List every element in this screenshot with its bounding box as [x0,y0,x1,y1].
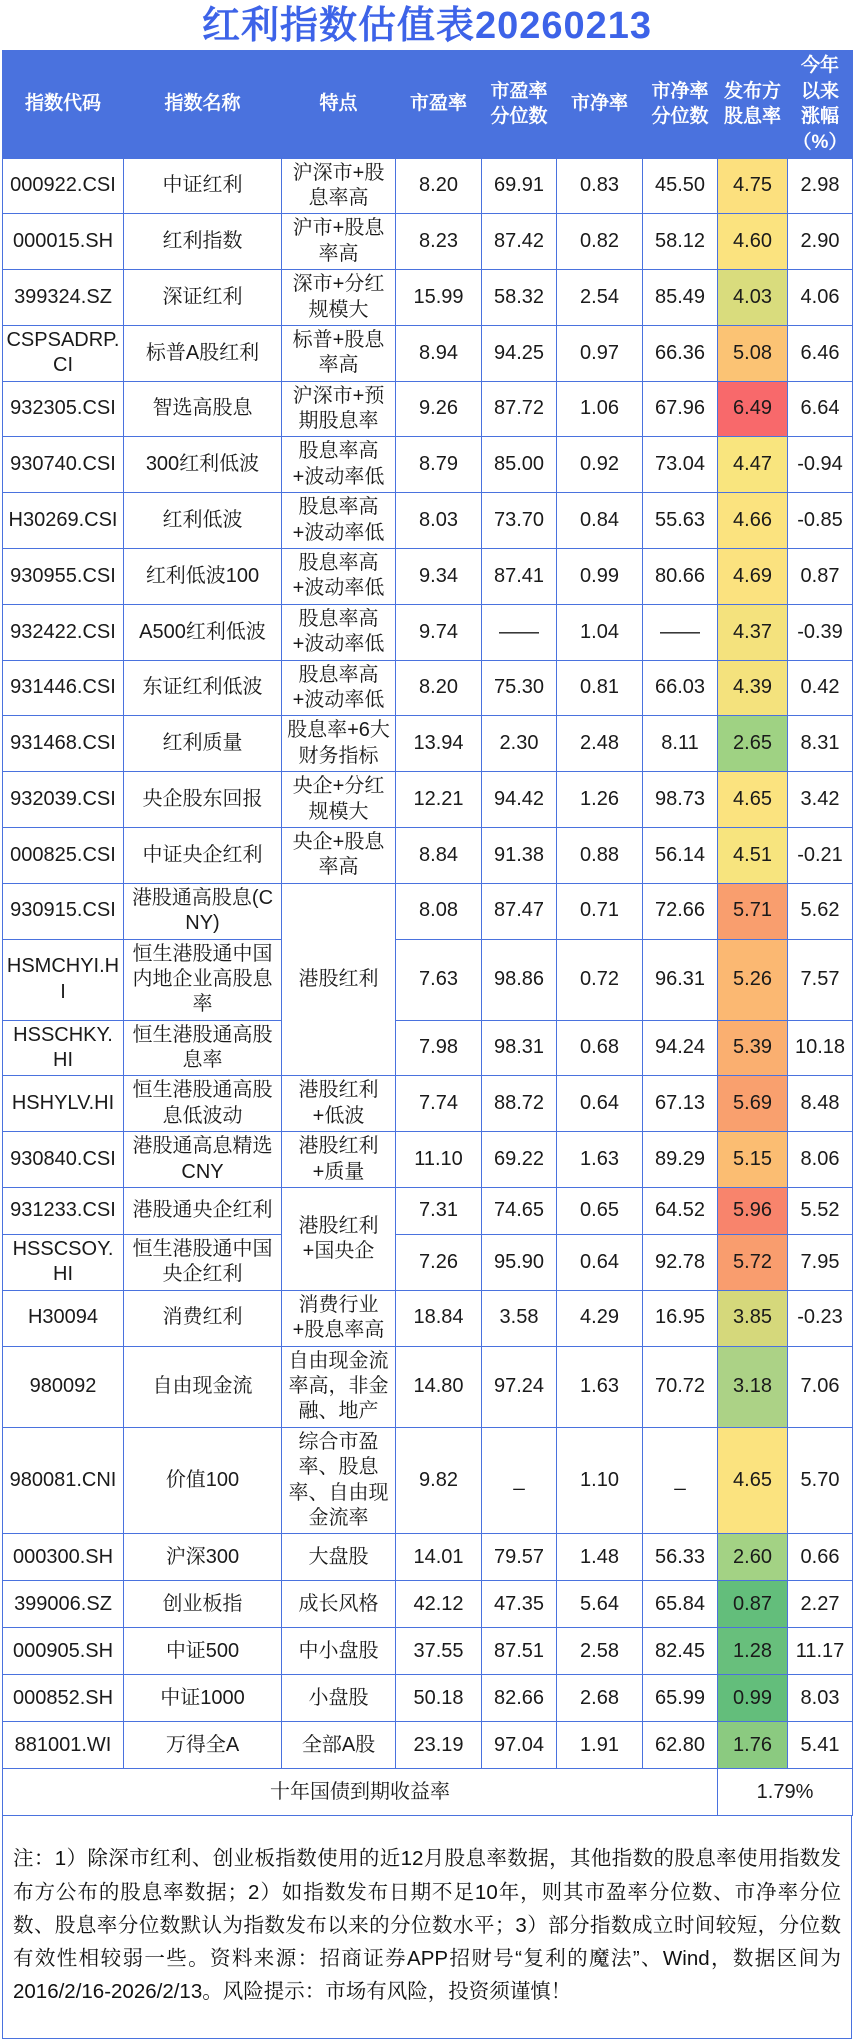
feature-cell: 股息率高+波动率低 [282,604,396,660]
pe-cell: 23.19 [396,1722,482,1769]
dividend-yield-cell: 4.65 [718,772,788,828]
index-name-cell: 消费红利 [124,1290,282,1346]
pe-cell: 8.94 [396,325,482,381]
feature-cell: 自由现金流率高，非金融、地产 [282,1346,396,1427]
pe-percentile-cell: _ [482,1427,557,1534]
index-name-cell: 恒生港股通高股息率 [124,1020,282,1076]
index-code-cell: HSSCHKY.HI [3,1020,124,1076]
dividend-yield-cell: 5.15 [718,1132,788,1188]
index-code-cell: 000300.SH [3,1534,124,1581]
index-name-cell: 恒生港股通中国央企红利 [124,1235,282,1291]
dividend-yield-cell: 4.39 [718,660,788,716]
table-row [3,1020,853,1076]
pe-percentile-cell: 87.47 [482,883,557,939]
header-ytd-change: 今年以来涨幅（%） [788,51,853,159]
dividend-yield-cell: 2.60 [718,1534,788,1581]
feature-cell: 股息率高+波动率低 [282,493,396,549]
pb-percentile-cell: 94.24 [643,1020,718,1076]
ytd-change-cell: 8.03 [788,1675,853,1722]
pb-percentile-cell: 92.78 [643,1235,718,1291]
pe-percentile-cell: 91.38 [482,827,557,883]
pe-percentile-cell: 87.42 [482,214,557,270]
pb-cell: 1.10 [557,1427,643,1534]
feature-cell: 港股红利+质量 [282,1132,396,1188]
ytd-change-cell: 4.06 [788,270,853,326]
index-code-cell: 932422.CSI [3,604,124,660]
pb-percentile-cell: 67.96 [643,381,718,437]
index-name-cell: 红利低波100 [124,549,282,605]
pb-percentile-cell: 73.04 [643,437,718,493]
pe-percentile-cell: 85.00 [482,437,557,493]
pb-cell: 0.82 [557,214,643,270]
pe-percentile-cell: 74.65 [482,1188,557,1235]
pe-percentile-cell: 97.04 [482,1722,557,1769]
footnote-text: 注：1）除深市红利、创业板指数使用的近12月股息率数据，其他指数的股息率使用指数发布方公布的股息率数据；2）如指数发布日期不足10年，则其市盈率分位数、市净率分位数、股息率分位数默认为指数发布以来的分位数水平；3）部分指数成立时间较短，分位数有效性相较弱一些。资料来源：招商证券APP招财号“复利的魔法”、Wind，数据区间为2016/2/16-2026/2/13。风险提示：市场有风险，投资须谨慎！ [2,1816,852,2039]
pe-cell: 15.99 [396,270,482,326]
table-row [3,660,853,716]
ytd-change-cell: 8.31 [788,716,853,772]
pb-cell: 0.64 [557,1076,643,1132]
table-row [3,1675,853,1722]
table-row [3,1188,853,1235]
pb-cell: 0.99 [557,549,643,605]
pb-percentile-cell: 66.36 [643,325,718,381]
index-name-cell: 自由现金流 [124,1346,282,1427]
ytd-change-cell: 5.41 [788,1722,853,1769]
pe-cell: 8.20 [396,158,482,214]
table-row [3,381,853,437]
index-code-cell: 930915.CSI [3,883,124,939]
pe-percentile-cell: 88.72 [482,1076,557,1132]
table-row [3,1722,853,1769]
table-row [3,827,853,883]
pb-cell: 4.29 [557,1290,643,1346]
pb-cell: 1.48 [557,1534,643,1581]
dividend-yield-cell: 5.96 [718,1188,788,1235]
pe-cell: 7.74 [396,1076,482,1132]
pb-cell: 2.54 [557,270,643,326]
feature-cell: 消费行业+股息率高 [282,1290,396,1346]
dividend-yield-cell: 2.65 [718,716,788,772]
pe-cell: 42.12 [396,1581,482,1628]
pe-percentile-cell: 98.86 [482,939,557,1020]
pe-cell: 7.26 [396,1235,482,1291]
ytd-change-cell: 7.57 [788,939,853,1020]
pe-percentile-cell: 95.90 [482,1235,557,1291]
feature-cell: 港股红利+国央企 [282,1188,396,1291]
pe-cell: 7.63 [396,939,482,1020]
pb-cell: 0.81 [557,660,643,716]
pb-percentile-cell: 66.03 [643,660,718,716]
feature-cell: 股息率高+波动率低 [282,660,396,716]
pb-cell: 1.26 [557,772,643,828]
table-row [3,939,853,1020]
feature-cell: 沪深市+预期股息率 [282,381,396,437]
pe-percentile-cell: —— [482,604,557,660]
index-code-cell: 980092 [3,1346,124,1427]
pb-cell: 0.84 [557,493,643,549]
header-index-name: 指数名称 [124,51,282,159]
pb-percentile-cell: 89.29 [643,1132,718,1188]
pb-percentile-cell: 45.50 [643,158,718,214]
index-name-cell: 价值100 [124,1427,282,1534]
pb-percentile-cell: 85.49 [643,270,718,326]
pe-cell: 9.34 [396,549,482,605]
pb-percentile-cell: 65.99 [643,1675,718,1722]
table-row [3,772,853,828]
table-row [3,549,853,605]
pe-cell: 14.01 [396,1534,482,1581]
index-name-cell: 300红利低波 [124,437,282,493]
pe-cell: 9.82 [396,1427,482,1534]
index-name-cell: 深证红利 [124,270,282,326]
index-code-cell: 930840.CSI [3,1132,124,1188]
feature-cell: 全部A股 [282,1722,396,1769]
header-dividend-yield: 发布方股息率 [718,51,788,159]
dividend-yield-cell: 5.08 [718,325,788,381]
index-code-cell: 000922.CSI [3,158,124,214]
dividend-yield-cell: 1.28 [718,1628,788,1675]
index-name-cell: 红利质量 [124,716,282,772]
pe-cell: 50.18 [396,1675,482,1722]
index-name-cell: 红利指数 [124,214,282,270]
pb-cell: 0.65 [557,1188,643,1235]
index-name-cell: 港股通高股息(CNY) [124,883,282,939]
index-name-cell: 央企股东回报 [124,772,282,828]
index-code-cell: 931468.CSI [3,716,124,772]
pb-percentile-cell: 65.84 [643,1581,718,1628]
dividend-yield-cell: 4.37 [718,604,788,660]
dividend-yield-cell: 4.60 [718,214,788,270]
index-code-cell: 932305.CSI [3,381,124,437]
treasury-yield-row [3,1769,853,1816]
feature-cell: 成长风格 [282,1581,396,1628]
pe-percentile-cell: 82.66 [482,1675,557,1722]
pb-cell: 1.91 [557,1722,643,1769]
feature-cell: 小盘股 [282,1675,396,1722]
table-row [3,493,853,549]
pb-cell: 2.48 [557,716,643,772]
index-code-cell: 000905.SH [3,1628,124,1675]
treasury-yield-label: 十年国债到期收益率 [3,1769,718,1816]
ytd-change-cell: 2.90 [788,214,853,270]
feature-cell: 央企+分红规模大 [282,772,396,828]
ytd-change-cell: 6.46 [788,325,853,381]
table-row [3,437,853,493]
ytd-change-cell: 0.66 [788,1534,853,1581]
pb-percentile-cell: 98.73 [643,772,718,828]
index-code-cell: 932039.CSI [3,772,124,828]
index-name-cell: 中证1000 [124,1675,282,1722]
index-code-cell: HSHYLV.HI [3,1076,124,1132]
index-name-cell: 港股通央企红利 [124,1188,282,1235]
dividend-yield-cell: 4.65 [718,1427,788,1534]
table-row [3,716,853,772]
pb-percentile-cell: 62.80 [643,1722,718,1769]
table-row [3,214,853,270]
pe-percentile-cell: 58.32 [482,270,557,326]
ytd-change-cell: -0.85 [788,493,853,549]
dividend-yield-cell: 5.72 [718,1235,788,1291]
pe-cell: 9.74 [396,604,482,660]
pb-percentile-cell: 70.72 [643,1346,718,1427]
pe-cell: 12.21 [396,772,482,828]
ytd-change-cell: 0.87 [788,549,853,605]
ytd-change-cell: 0.42 [788,660,853,716]
index-code-cell: 000852.SH [3,1675,124,1722]
table-row [3,158,853,214]
table-row [3,1235,853,1291]
ytd-change-cell: 11.17 [788,1628,853,1675]
ytd-change-cell: 10.18 [788,1020,853,1076]
ytd-change-cell: -0.39 [788,604,853,660]
index-name-cell: 中证红利 [124,158,282,214]
ytd-change-cell: 5.52 [788,1188,853,1235]
pe-cell: 14.80 [396,1346,482,1427]
feature-cell: 大盘股 [282,1534,396,1581]
ytd-change-cell: -0.23 [788,1290,853,1346]
index-code-cell: 980081.CNI [3,1427,124,1534]
ytd-change-cell: 8.06 [788,1132,853,1188]
header-pb-percentile: 市净率分位数 [643,51,718,159]
pb-percentile-cell: 67.13 [643,1076,718,1132]
feature-cell: 沪深市+股息率高 [282,158,396,214]
feature-cell: 港股红利+低波 [282,1076,396,1132]
pb-cell: 0.92 [557,437,643,493]
dividend-yield-cell: 5.26 [718,939,788,1020]
ytd-change-cell: 5.70 [788,1427,853,1534]
valuation-table [2,50,853,1816]
pe-cell: 18.84 [396,1290,482,1346]
index-name-cell: 万得全A [124,1722,282,1769]
table-row [3,270,853,326]
dividend-yield-cell: 5.69 [718,1076,788,1132]
header-pe: 市盈率 [396,51,482,159]
dividend-yield-cell: 4.75 [718,158,788,214]
ytd-change-cell: 7.95 [788,1235,853,1291]
dividend-yield-cell: 6.49 [718,381,788,437]
index-code-cell: 399324.SZ [3,270,124,326]
dividend-yield-cell: 3.18 [718,1346,788,1427]
pb-cell: 0.97 [557,325,643,381]
pe-cell: 13.94 [396,716,482,772]
ytd-change-cell: 2.27 [788,1581,853,1628]
index-name-cell: 沪深300 [124,1534,282,1581]
index-code-cell: H30094 [3,1290,124,1346]
table-row [3,1132,853,1188]
dividend-yield-cell: 4.51 [718,827,788,883]
ytd-change-cell: 8.48 [788,1076,853,1132]
pe-percentile-cell: 73.70 [482,493,557,549]
pb-cell: 1.06 [557,381,643,437]
pe-cell: 11.10 [396,1132,482,1188]
pb-cell: 0.83 [557,158,643,214]
table-row [3,1628,853,1675]
pb-percentile-cell: 82.45 [643,1628,718,1675]
pe-percentile-cell: 87.41 [482,549,557,605]
index-code-cell: HSMCHYI.HI [3,939,124,1020]
pe-percentile-cell: 98.31 [482,1020,557,1076]
treasury-yield-value: 1.79% [718,1769,853,1816]
pb-percentile-cell: 80.66 [643,549,718,605]
pe-percentile-cell: 3.58 [482,1290,557,1346]
pb-percentile-cell: 96.31 [643,939,718,1020]
index-name-cell: 中证央企红利 [124,827,282,883]
header-pe-percentile: 市盈率分位数 [482,51,557,159]
pe-cell: 8.23 [396,214,482,270]
pb-percentile-cell: 8.11 [643,716,718,772]
pb-percentile-cell: 64.52 [643,1188,718,1235]
index-code-cell: 930740.CSI [3,437,124,493]
pe-percentile-cell: 2.30 [482,716,557,772]
table-row [3,1290,853,1346]
ytd-change-cell: 3.42 [788,772,853,828]
table-row [3,604,853,660]
index-name-cell: 港股通高息精选CNY [124,1132,282,1188]
page-title: 红利指数估值表20260213 [201,5,653,47]
pb-cell: 0.72 [557,939,643,1020]
pb-cell: 5.64 [557,1581,643,1628]
pe-percentile-cell: 69.22 [482,1132,557,1188]
index-name-cell: 恒生港股通中国内地企业高股息率 [124,939,282,1020]
ytd-change-cell: 2.98 [788,158,853,214]
table-row [3,325,853,381]
index-name-cell: 东证红利低波 [124,660,282,716]
index-name-cell: 红利低波 [124,493,282,549]
index-code-cell: H30269.CSI [3,493,124,549]
dividend-yield-cell: 3.85 [718,1290,788,1346]
dividend-yield-cell: 4.47 [718,437,788,493]
feature-cell: 央企+股息率高 [282,827,396,883]
dividend-yield-cell: 1.76 [718,1722,788,1769]
header-pb: 市净率 [557,51,643,159]
pb-cell: 1.04 [557,604,643,660]
feature-cell: 标普+股息率高 [282,325,396,381]
pe-percentile-cell: 94.42 [482,772,557,828]
pe-cell: 9.26 [396,381,482,437]
pb-cell: 0.68 [557,1020,643,1076]
ytd-change-cell: 6.64 [788,381,853,437]
table-row [3,883,853,939]
index-code-cell: 399006.SZ [3,1581,124,1628]
pb-cell: 1.63 [557,1132,643,1188]
pb-cell: 2.68 [557,1675,643,1722]
index-code-cell: 930955.CSI [3,549,124,605]
dividend-yield-cell: 5.39 [718,1020,788,1076]
feature-cell: 沪市+股息率高 [282,214,396,270]
table-row [3,1076,853,1132]
pe-percentile-cell: 94.25 [482,325,557,381]
index-name-cell: 恒生港股通高股息低波动 [124,1076,282,1132]
dividend-yield-cell: 4.03 [718,270,788,326]
pb-cell: 0.71 [557,883,643,939]
pb-cell: 0.88 [557,827,643,883]
feature-cell: 港股红利 [282,883,396,1076]
pe-cell: 8.20 [396,660,482,716]
pe-percentile-cell: 69.91 [482,158,557,214]
pb-percentile-cell: 56.14 [643,827,718,883]
dividend-yield-cell: 0.99 [718,1675,788,1722]
pb-percentile-cell: _ [643,1427,718,1534]
table-row [3,1427,853,1534]
pe-cell: 7.31 [396,1188,482,1235]
index-name-cell: A500红利低波 [124,604,282,660]
dividend-yield-cell: 5.71 [718,883,788,939]
header-index-code: 指数代码 [3,51,124,159]
index-code-cell: 931233.CSI [3,1188,124,1235]
dividend-yield-cell: 0.87 [718,1581,788,1628]
dividend-yield-cell: 4.69 [718,549,788,605]
ytd-change-cell: -0.94 [788,437,853,493]
pb-cell: 2.58 [557,1628,643,1675]
index-code-cell: HSSCSOY.HI [3,1235,124,1291]
table-row [3,1581,853,1628]
feature-cell: 股息率+6大财务指标 [282,716,396,772]
pb-percentile-cell: 72.66 [643,883,718,939]
pb-percentile-cell: 16.95 [643,1290,718,1346]
pe-percentile-cell: 87.72 [482,381,557,437]
pb-cell: 0.64 [557,1235,643,1291]
pe-cell: 37.55 [396,1628,482,1675]
pb-percentile-cell: 55.63 [643,493,718,549]
index-code-cell: 000825.CSI [3,827,124,883]
table-row [3,1346,853,1427]
index-code-cell: CSPSADRP.CI [3,325,124,381]
index-name-cell: 创业板指 [124,1581,282,1628]
pe-percentile-cell: 47.35 [482,1581,557,1628]
pe-cell: 7.98 [396,1020,482,1076]
index-name-cell: 中证500 [124,1628,282,1675]
pb-percentile-cell: 56.33 [643,1534,718,1581]
index-code-cell: 881001.WI [3,1722,124,1769]
ytd-change-cell: -0.21 [788,827,853,883]
pe-cell: 8.79 [396,437,482,493]
feature-cell: 综合市盈率、股息率、自由现金流率 [282,1427,396,1534]
index-code-cell: 931446.CSI [3,660,124,716]
pe-cell: 8.84 [396,827,482,883]
pe-cell: 8.03 [396,493,482,549]
index-code-cell: 000015.SH [3,214,124,270]
valuation-table-body [3,158,853,1769]
header-feature: 特点 [282,51,396,159]
ytd-change-cell: 5.62 [788,883,853,939]
pe-cell: 8.08 [396,883,482,939]
feature-cell: 中小盘股 [282,1628,396,1675]
pe-percentile-cell: 97.24 [482,1346,557,1427]
feature-cell: 股息率高+波动率低 [282,549,396,605]
pb-cell: 1.63 [557,1346,643,1427]
pe-percentile-cell: 75.30 [482,660,557,716]
pe-percentile-cell: 87.51 [482,1628,557,1675]
table-row [3,1534,853,1581]
index-name-cell: 标普A股红利 [124,325,282,381]
dividend-yield-cell: 4.66 [718,493,788,549]
table-header-row [3,51,853,159]
ytd-change-cell: 7.06 [788,1346,853,1427]
index-name-cell: 智选高股息 [124,381,282,437]
pe-percentile-cell: 79.57 [482,1534,557,1581]
feature-cell: 股息率高+波动率低 [282,437,396,493]
pb-percentile-cell: —— [643,604,718,660]
feature-cell: 深市+分红规模大 [282,270,396,326]
pb-percentile-cell: 58.12 [643,214,718,270]
